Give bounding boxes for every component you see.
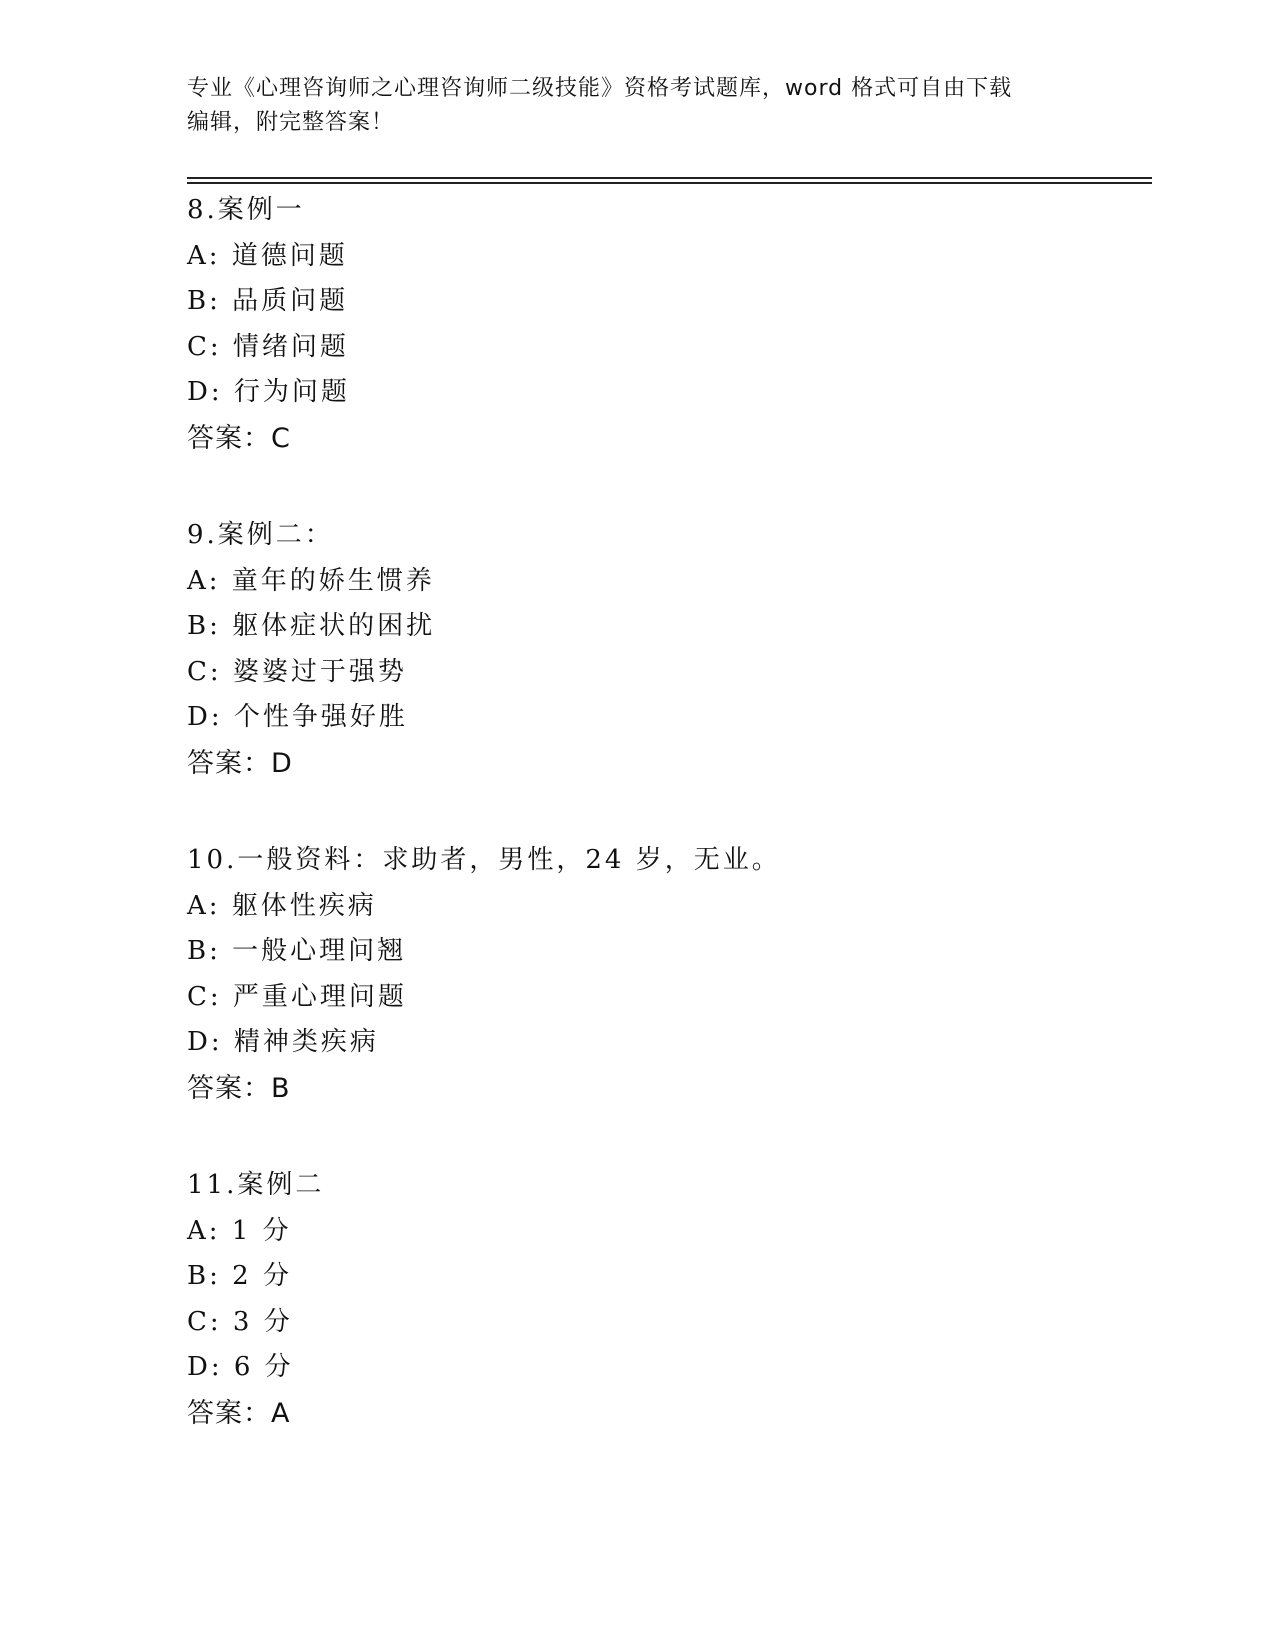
question-stem: 10.一般资料：求助者，男性，24 岁，无业。 bbox=[187, 845, 781, 875]
option-b: B: 一般心理问翘 bbox=[187, 936, 407, 966]
header-rule-top bbox=[187, 177, 1152, 179]
header-rule-bottom bbox=[187, 182, 1152, 184]
option-d: D: 6 分 bbox=[187, 1352, 294, 1382]
option-a: A: 1 分 bbox=[187, 1215, 292, 1246]
answer-line: 答案：C bbox=[187, 422, 291, 454]
question-stem: 9.案例二： bbox=[187, 520, 334, 550]
option-a: A: 童年的娇生惯养 bbox=[187, 565, 435, 596]
answer-line: 答案：D bbox=[187, 747, 293, 779]
question-9 bbox=[187, 513, 1147, 786]
option-d: D: 精神类疾病 bbox=[187, 1027, 379, 1057]
question-stem: 8.案例一 bbox=[187, 195, 305, 225]
option-c: C: 3 分 bbox=[187, 1306, 293, 1337]
option-b: B: 2 分 bbox=[187, 1261, 292, 1291]
option-d: D: 个性争强好胜 bbox=[187, 702, 408, 732]
answer-line: 答案：B bbox=[187, 1072, 291, 1104]
option-b: B: 躯体症状的困扰 bbox=[187, 611, 436, 641]
option-c: C: 严重心理问题 bbox=[187, 981, 407, 1012]
question-10 bbox=[187, 838, 1147, 1111]
option-a: A: 躯体性疾病 bbox=[187, 890, 377, 921]
answer-line: 答案：A bbox=[187, 1397, 291, 1429]
header-line-2: 编辑，附完整答案！ bbox=[187, 110, 395, 135]
question-11 bbox=[187, 1163, 1147, 1436]
document-header bbox=[187, 72, 1067, 140]
option-a: A: 道德问题 bbox=[187, 240, 348, 271]
question-list bbox=[187, 188, 1147, 1488]
question-8 bbox=[187, 188, 1147, 461]
question-stem: 11.案例二 bbox=[187, 1170, 325, 1200]
option-d: D: 行为问题 bbox=[187, 377, 350, 407]
header-line-1: 专业《心理咨询师之心理咨询师二级技能》资格考试题库，word 格式可自由下载 bbox=[187, 76, 1013, 101]
option-c: C: 婆婆过于强势 bbox=[187, 656, 407, 687]
option-b: B: 品质问题 bbox=[187, 286, 349, 316]
option-c: C: 情绪问题 bbox=[187, 331, 349, 362]
